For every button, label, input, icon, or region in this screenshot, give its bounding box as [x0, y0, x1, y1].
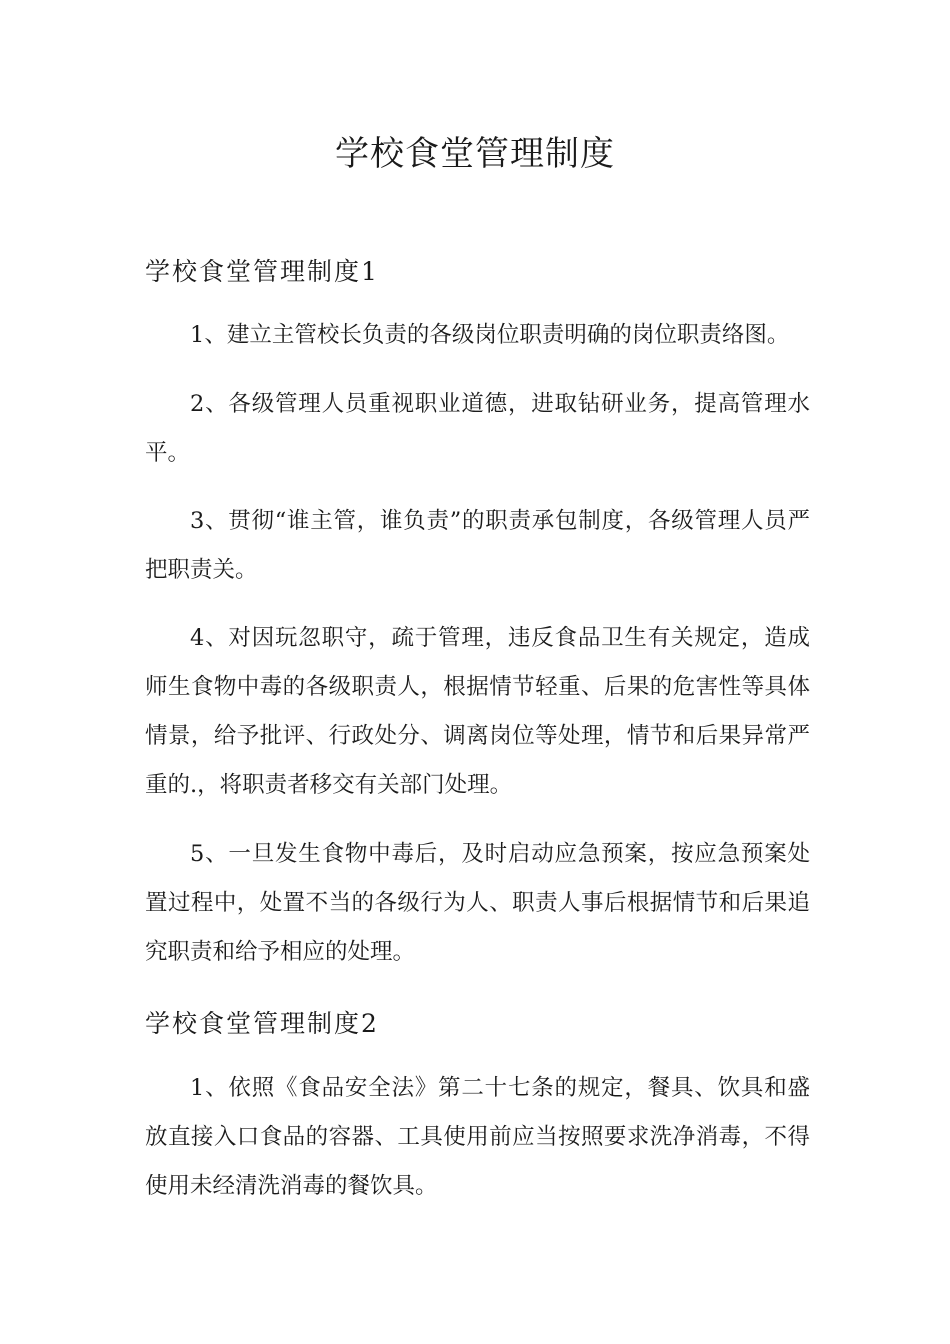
section-2-paragraph-1: 1、依照《食品安全法》第二十七条的规定，餐具、饮具和盛放直接入口食品的容器、工具使用前应当按照要求洗净消毒，不得使用未经清洗消毒的餐饮具。 — [145, 1075, 810, 1199]
section-heading-2: 学校食堂管理制度2 — [145, 1009, 379, 1038]
document-title: 学校食堂管理制度 — [335, 134, 615, 174]
section-1-paragraph-3: 3、贯彻“谁主管，谁负责”的职责承包制度，各级管理人员严把职责关。 — [145, 508, 810, 583]
section-1-paragraph-4: 4、对因玩忽职守，疏于管理，违反食品卫生有关规定，造成师生食物中毒的各级职责人，根据情节轻重、后果的危害性等具体情景，给予批评、行政处分、调离岗位等处理，情节和后果异常严重的.，将职责者移交有关部门处理。 — [145, 625, 810, 798]
section-heading-1: 学校食堂管理制度1 — [145, 257, 379, 286]
section-1-paragraph-2: 2、各级管理人员重视职业道德，进取钻研业务，提高管理水平。 — [145, 391, 810, 466]
section-1-paragraph-1: 1、建立主管校长负责的各级岗位职责明确的岗位职责络图。 — [190, 322, 790, 348]
section-1-paragraph-5: 5、一旦发生食物中毒后，及时启动应急预案，按应急预案处置过程中，处置不当的各级行为人、职责人事后根据情节和后果追究职责和给予相应的处理。 — [145, 841, 810, 965]
